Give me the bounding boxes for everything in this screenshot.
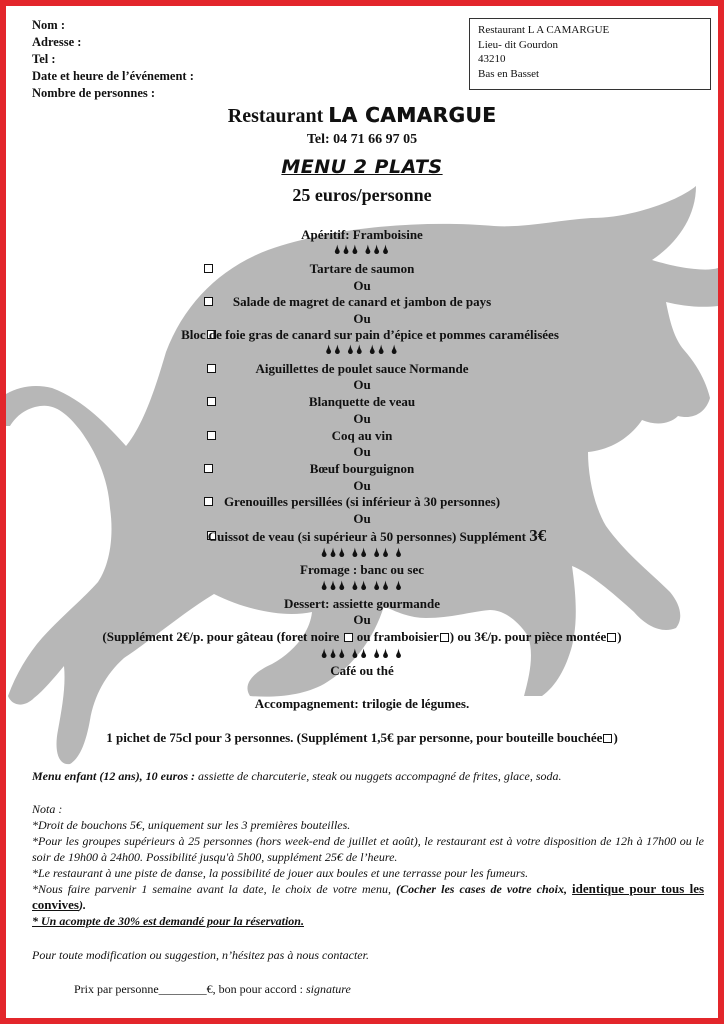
restaurant-title — [6, 103, 718, 128]
signature-line — [74, 982, 351, 997]
accompaniment-line: Accompagnement: trilogie de légumes. — [254, 696, 470, 711]
pitcher-line — [6, 730, 718, 746]
supplement-text: ) — [617, 629, 622, 644]
address-line: Restaurant L A CAMARGUE — [478, 24, 610, 36]
main-option: Bœuf bourguignon — [309, 461, 415, 476]
child-menu-label: Menu enfant (12 ans), 10 euros : — [32, 769, 196, 783]
title-prefix: Restaurant — [227, 105, 324, 127]
starter-option: Bloc de foie gras de canard sur pain d’épice et pommes caramélisées — [181, 327, 559, 342]
notes-title: Nota : — [32, 802, 63, 816]
note-dance: *Le restaurant à une piste de danse, la possibilité de jouer aux boules et une terrasse pour les fumeurs. — [32, 866, 529, 880]
or-separator: Ou — [353, 478, 371, 493]
note-choice-instruction: (Cocher les cases de votre choix, — [396, 882, 567, 896]
dessert-line: Dessert: assiette gourmande — [284, 596, 440, 611]
note-deposit: * Un acompte de 30% est demandé pour la réservation. — [32, 914, 304, 928]
supplement-text: ) ou 3€/p. pour pièce montée — [449, 629, 607, 644]
note-choice-end: ). — [78, 898, 86, 912]
main-option — [6, 526, 718, 546]
menu-price: 25 euros/personne — [292, 185, 432, 205]
tel-field-label: Tel : — [32, 52, 56, 66]
wedding-cake-checkbox[interactable] — [607, 633, 616, 642]
child-menu-line — [32, 768, 704, 784]
aperitif-line: Apéritif: Framboisine — [301, 227, 423, 242]
note-choice-text: *Nous faire parvenir 1 semaine avant la date, le choix de votre menu, — [32, 882, 392, 896]
drops-decoration: 🌢🌢🌢 🌢🌢 🌢🌢 🌢 — [320, 545, 404, 560]
bottle-checkbox[interactable] — [603, 734, 612, 743]
address-line: Lieu- dit Gourdon — [478, 38, 559, 51]
restaurant-address-box — [469, 18, 711, 90]
signature-label: signature — [305, 982, 351, 996]
child-menu-text: assiette de charcuterie, steak ou nuggets accompagné de frites, glace, soda. — [198, 769, 562, 783]
starter-option: Salade de magret de canard et jambon de pays — [232, 294, 492, 309]
or-separator: Ou — [353, 612, 371, 627]
note-corkage: *Droit de bouchons 5€, uniquement sur les 3 premières bouteilles. — [32, 818, 351, 832]
price-per-person-field: Prix par personne________€, bon pour accord : — [74, 982, 303, 996]
raspberry-checkbox[interactable] — [440, 633, 449, 642]
drops-decoration: 🌢🌢🌢 🌢🌢 🌢🌢 🌢 — [320, 578, 404, 593]
note-choice-identical: identique pour tous les convives — [32, 881, 705, 912]
coffee-line: Café ou thé — [330, 663, 394, 678]
note-groups: *Pour les groupes supérieurs à 25 personnes (hors week-end de juillet et août), le restaurant est à votre disposition de 12h à 17h00 ou le soir de 19h00 à 24h00. Possibilité jusqu'à 5h00, supplément 25€ de l’heure. — [32, 834, 704, 864]
pitcher-text-end: ) — [613, 730, 618, 745]
pitcher-text: 1 pichet de 75cl pour 3 personnes. (Supplément 1,5€ par personne, pour bouteille bouchée — [106, 730, 603, 745]
address-line: Bas en Basset — [478, 67, 540, 80]
dessert-supplement-line — [6, 629, 718, 645]
or-separator: Ou — [353, 278, 371, 293]
or-separator: Ou — [353, 444, 371, 459]
cheese-line: Fromage : banc ou sec — [300, 562, 424, 577]
name-field-label: Nom : — [32, 18, 65, 32]
restaurant-phone: Tel: 04 71 66 97 05 — [306, 132, 418, 147]
or-separator: Ou — [353, 511, 371, 526]
event-date-field-label: Date et heure de l’événement : — [32, 69, 194, 83]
title-brand: LA CAMARGUE — [328, 103, 497, 127]
main-option: Coq au vin — [331, 428, 393, 443]
address-field-label: Adresse : — [32, 35, 82, 49]
or-separator: Ou — [353, 411, 371, 426]
main-option: Grenouilles persillées (si inférieur à 30 personnes) — [223, 494, 501, 509]
main-option: Aiguillettes de poulet sauce Normande — [255, 361, 469, 376]
contact-note: Pour toute modification ou suggestion, n’hésitez pas à nous contacter. — [32, 948, 369, 962]
black-forest-checkbox[interactable] — [344, 633, 353, 642]
menu-title: MENU 2 PLATS — [281, 156, 443, 178]
main-option-text: Cuissot de veau (si supérieur à 50 personnes) Supplément — [207, 529, 527, 544]
starter-option: Tartare de saumon — [309, 261, 415, 276]
drops-decoration: 🌢🌢🌢 🌢🌢🌢 — [333, 242, 391, 257]
supplement-price: 3€ — [529, 526, 547, 545]
main-option: Blanquette de veau — [308, 394, 416, 409]
note-choice — [32, 881, 704, 913]
address-line: 43210 — [478, 53, 506, 65]
or-separator: Ou — [353, 377, 371, 392]
drops-decoration: 🌢🌢🌢 🌢🌢 🌢🌢 🌢 — [320, 646, 404, 661]
drops-decoration: 🌢🌢 🌢🌢 🌢🌢 🌢 — [324, 342, 400, 357]
guest-count-field-label: Nombre de personnes : — [32, 86, 156, 100]
supplement-text: ou framboisier — [356, 629, 439, 644]
or-separator: Ou — [353, 311, 371, 326]
supplement-text: (Supplément 2€/p. pour gâteau (foret noire — [102, 629, 340, 644]
